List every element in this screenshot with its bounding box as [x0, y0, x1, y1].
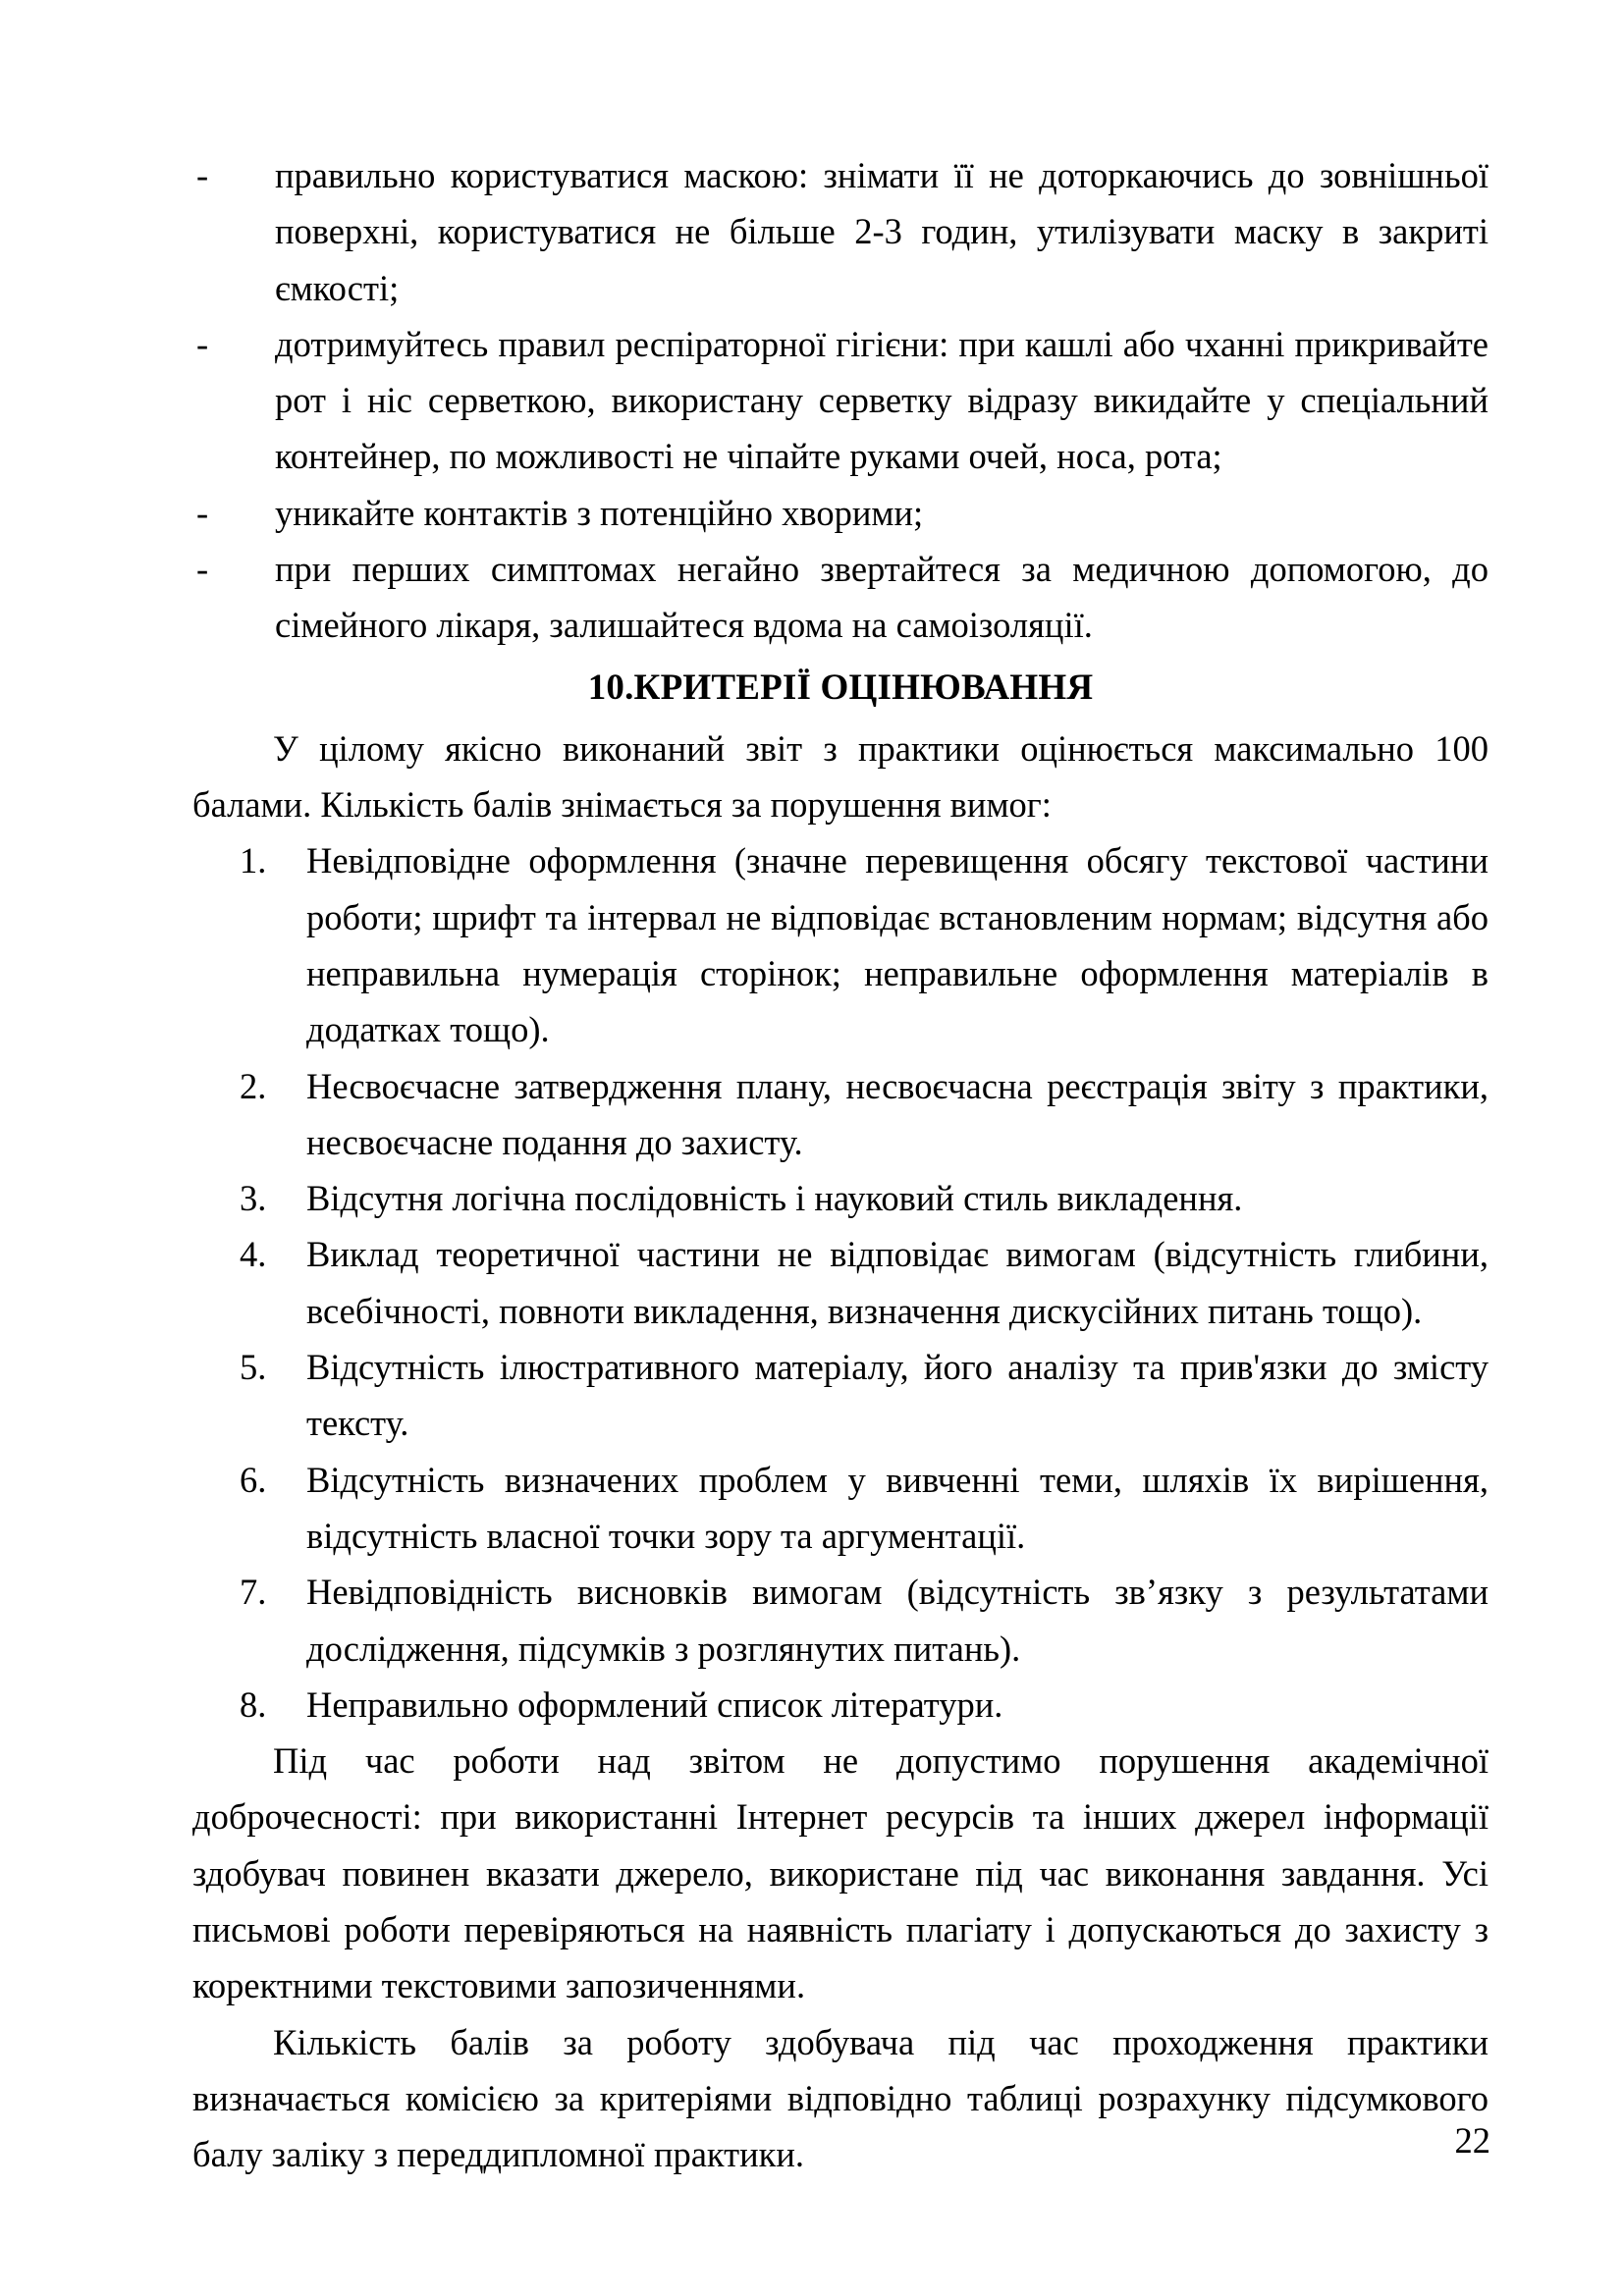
bullet-dash-marker: - [196, 549, 209, 590]
list-item [192, 1564, 1489, 1677]
list-item-text: Неправильно оформлений список літератури. [306, 1683, 1003, 1725]
bullet-dash-marker: - [196, 155, 209, 195]
list-item [192, 1677, 1489, 1733]
list-item [192, 1339, 1489, 1452]
list-number-marker: 2. [240, 1065, 267, 1106]
list-number-marker: 8. [240, 1683, 267, 1725]
list-number-marker: 7. [240, 1572, 267, 1613]
list-item-text: Відсутність визначених проблем у вивченні теми, шляхів їх вирішення, відсутність власної точки зору та аргументації. [306, 1459, 1489, 1556]
list-item-text: Відсутність ілюстративного матеріалу, його аналізу та прив'язки до змісту тексту. [306, 1347, 1489, 1444]
closing-paragraph-score-calculation: Кількість балів за роботу здобувача під час проходження практики визначається комісією за критеріями відповідно таблиці розрахунку підсумкового балу заліку з переддипломної практики. [192, 2021, 1489, 2175]
criteria-list [192, 832, 1489, 1733]
bullet-text: правильно користуватися маскою: знімати її не доторкаючись до зовнішньої поверхні, користуватися не більше 2-3 годин, утилізувати маску в закриті ємкості; [275, 155, 1489, 308]
page-content [192, 147, 1489, 2182]
page-number: 22 [1454, 2120, 1490, 2161]
list-number-marker: 6. [240, 1459, 267, 1500]
list-item [192, 1058, 1489, 1171]
bullet-text: при перших симптомах негайно звертайтеся за медичною допомогою, до сімейного лікаря, залишайтеся вдома на самоізоляції. [275, 549, 1489, 646]
list-item [192, 1226, 1489, 1339]
list-item-text: Виклад теоретичної частини не відповідає вимогам (відсутність глибини, всебічності, повноти викладення, визначення дискусійних питань тощо). [306, 1234, 1489, 1331]
list-number-marker: 1. [240, 840, 267, 881]
bullet-dash-marker: - [196, 492, 209, 533]
list-number-marker: 3. [240, 1178, 267, 1219]
list-number-marker: 4. [240, 1234, 267, 1275]
list-item [192, 316, 1489, 485]
list-item [192, 485, 1489, 541]
closing-paragraph-academic-integrity: Під час роботи над звітом не допустимо порушення академічної доброчесності: при використанні Інтернет ресурсів та інших джерел інформації здобувач повинен вказати джерело, використане під час виконання завдання. Усі письмові роботи перевіряються на наявність плагіату і допускаються до захисту з коректними текстовими запозиченнями. [192, 1740, 1489, 2006]
bullet-text: уникайте контактів з потенційно хворими; [275, 492, 924, 533]
list-item [192, 832, 1489, 1057]
bullet-text: дотримуйтесь правил респіраторної гігієни: при кашлі або чханні прикривайте рот і ніс серветкою, використану серветку відразу викидайте у спеціальний контейнер, по можливості не чіпайте руками очей, носа, рота; [275, 323, 1489, 477]
list-item-text: Невідповідне оформлення (значне перевищення обсягу текстової частини роботи; шрифт та інтервал не відповідає встановленим нормам; відсутня або неправильна нумерація сторінок; неправильне оформлення матеріалів в додатках тощо). [306, 840, 1489, 1050]
list-item-text: Невідповідність висновків вимогам (відсутність зв’язку з результатами дослідження, підсумків з розглянутих питань). [306, 1572, 1489, 1669]
section-heading: 10.КРИТЕРІЇ ОЦІНЮВАННЯ [587, 667, 1094, 708]
list-item-text: Несвоєчасне затвердження плану, несвоєчасна реєстрація звіту з практики, несвоєчасне подання до захисту. [306, 1065, 1489, 1162]
bullet-dash-marker: - [196, 323, 209, 364]
list-number-marker: 5. [240, 1347, 267, 1388]
list-item-text: Відсутня логічна послідовність і науковий стиль викладення. [306, 1178, 1243, 1219]
list-item [192, 541, 1489, 654]
list-item [192, 147, 1489, 316]
list-item [192, 1170, 1489, 1226]
intro-paragraph: У цілому якісно виконаний звіт з практики оцінюється максимально 100 балами. Кількість балів знімається за порушення вимог: [192, 727, 1489, 826]
precaution-bullet-list [192, 147, 1489, 654]
list-item [192, 1452, 1489, 1565]
